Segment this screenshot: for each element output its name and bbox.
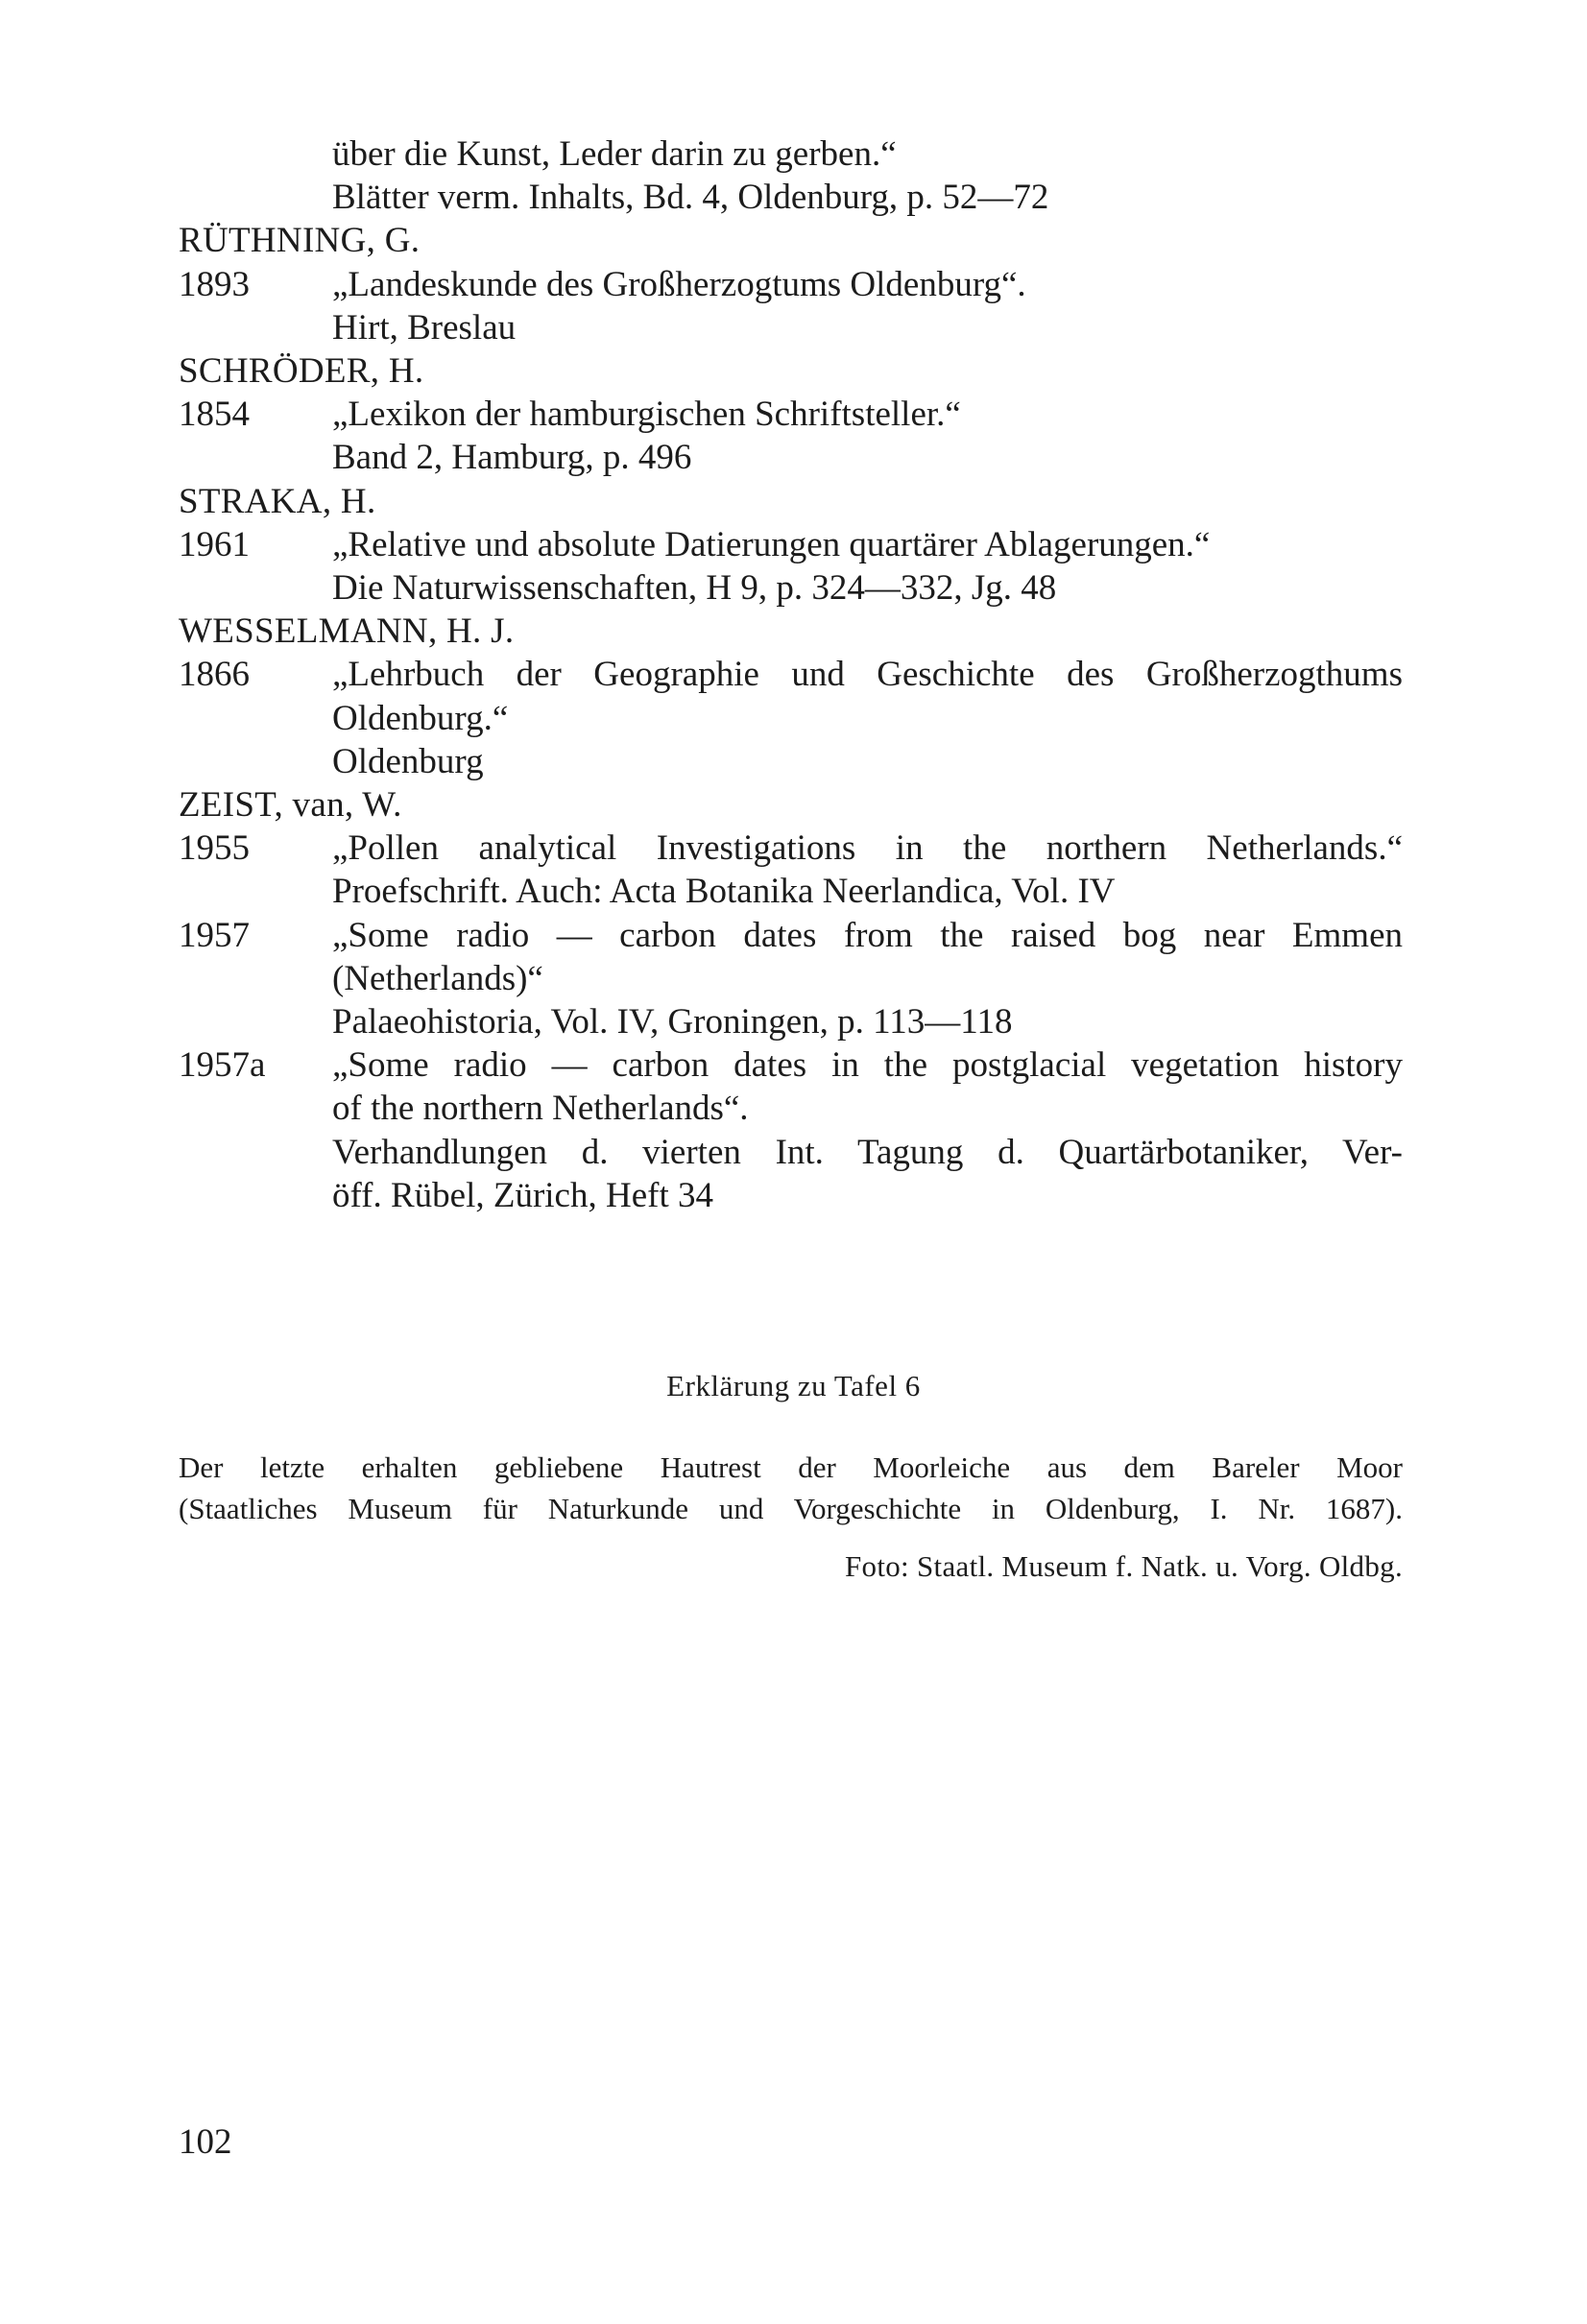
bibliography-entry [179, 393, 1403, 479]
reference-line: Band 2, Hamburg, p. 496 [332, 438, 692, 478]
author-name: ZEIST, van, W. [179, 785, 402, 826]
entry-year: 1955 [179, 828, 250, 869]
page-number: 102 [179, 2122, 232, 2162]
bibliography-entry [179, 1043, 1403, 1217]
reference-line: über die Kunst, Leder darin zu gerben.“ [332, 134, 897, 174]
caption-line: Der letzte erhalten gebliebene Hautrest der Moorleiche aus dem Bareler Moor [179, 1450, 1403, 1484]
bibliography-list [179, 132, 1403, 1217]
photo-credit: Foto: Staatl. Museum f. Natk. u. Vorg. Oldbg. [845, 1549, 1403, 1583]
plate-caption-text [179, 1447, 1403, 1529]
entry-year: 1961 [179, 524, 250, 564]
author-name: STRAKA, H. [179, 481, 376, 521]
entry-year: 1854 [179, 395, 250, 435]
reference-line: „Some radio — carbon dates from the raised bog near Emmen [332, 915, 1403, 955]
reference-line: Die Naturwissenschaften, H 9, p. 324—332, Jg. 48 [332, 568, 1057, 609]
entry-year: 1957 [179, 915, 250, 955]
author-name: WESSELMANN, H. J. [179, 611, 515, 652]
reference-line: Oldenburg.“ [332, 698, 509, 738]
reference-line: of the northern Netherlands“. [332, 1089, 749, 1129]
caption-line: (Staatliches Museum für Naturkunde und Vorgeschichte in Oldenburg, I. Nr. 1687). [179, 1492, 1403, 1525]
reference-line: „Lehrbuch der Geographie und Geschichte des Großherzogthums [332, 655, 1403, 695]
bibliography-continuation [179, 132, 1403, 219]
entry-year: 1893 [179, 264, 250, 304]
entry-year: 1866 [179, 655, 250, 695]
reference-line: „Relative und absolute Datierungen quartärer Ablagerungen.“ [332, 524, 1211, 564]
reference-line: Verhandlungen d. vierten Int. Tagung d. Quartärbotaniker, Ver- [332, 1132, 1403, 1172]
reference-line: „Some radio — carbon dates in the postglacial vegetation history [332, 1045, 1403, 1086]
reference-line: Hirt, Breslau [332, 307, 517, 347]
reference-line: „Pollen analytical Investigations in the northern Netherlands.“ [332, 828, 1403, 869]
reference-line: „Landeskunde des Großherzogtums Oldenburg“. [332, 264, 1026, 304]
reference-line: Oldenburg [332, 741, 484, 781]
bibliography-entry [179, 827, 1403, 913]
reference-line: Blätter verm. Inhalts, Bd. 4, Oldenburg, p. 52—72 [332, 178, 1049, 218]
reference-line: Proefschrift. Auch: Acta Botanika Neerlandica, Vol. IV [332, 872, 1116, 912]
bibliography-entry [179, 914, 1403, 1044]
bibliography-entry [179, 523, 1403, 610]
reference-line: „Lexikon der hamburgischen Schriftsteller.“ [332, 395, 961, 435]
bibliography-entry [179, 653, 1403, 783]
reference-line: öff. Rübel, Zürich, Heft 34 [332, 1175, 713, 1215]
plate-caption-title: Erklärung zu Tafel 6 [666, 1369, 921, 1402]
reference-line: (Netherlands)“ [332, 958, 543, 998]
reference-line: Palaeohistoria, Vol. IV, Groningen, p. 113—118 [332, 1002, 1013, 1042]
author-name: SCHRÖDER, H. [179, 351, 424, 392]
bibliography-entry [179, 263, 1403, 349]
entry-year: 1957a [179, 1045, 266, 1086]
author-name: RÜTHNING, G. [179, 221, 421, 261]
